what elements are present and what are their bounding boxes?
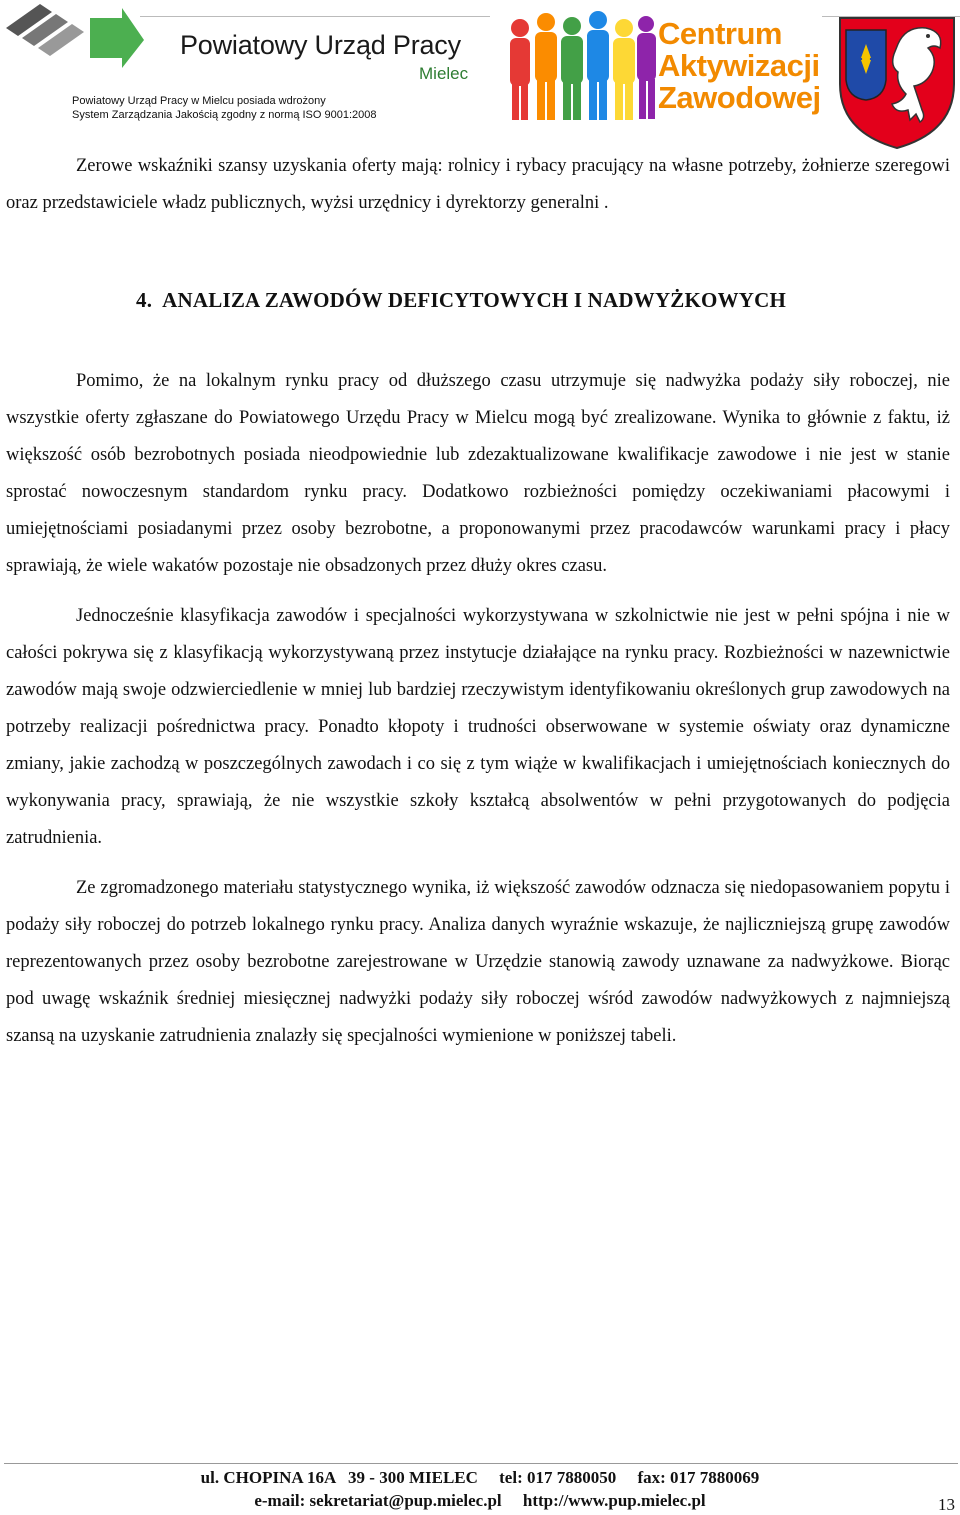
- centrum-line-3: Zawodowej: [658, 80, 821, 115]
- centrum-line-1: Centrum: [658, 16, 782, 51]
- footer-address: ul. CHOPINA 16A 39 - 300 MIELEC tel: 017 7880050 fax: 017 7880069: [200, 1468, 760, 1487]
- centrum-line-2: Aktywizacji: [658, 48, 820, 83]
- coat-of-arms-icon: [836, 14, 958, 150]
- intro-paragraph: Zerowe wskaźniki szansy uzyskania oferty mają: rolnicy i rybacy pracujący na własne potrzeby, żołnierze szeregowi oraz przedstawiciele władz publicznych, wyżsi urzędnicy i dyrektorzy generalni .: [6, 156, 950, 213]
- page-footer: [0, 1466, 960, 1512]
- page-number: 13: [938, 1495, 955, 1514]
- page-header: [0, 0, 960, 150]
- iso-statement: [72, 94, 377, 122]
- footer-contact: e-mail: sekretariat@pup.mielec.pl http://www.pup.mielec.pl: [254, 1491, 706, 1510]
- paragraph-2: Jednocześnie klasyfikacja zawodów i specjalności wykorzystywana w szkolnictwie nie jest w pełni spójna i nie w całości pokrywa się z klasyfikacją wykorzystywaną przez instytucje działające na rynku pracy. Rozbieżności w nazewnictwie zawodów mają swoje odzwierciedlenie w mniej lub bardziej rzeczywistym identyfikowaniu określonych grup zawodowych na potrzeby realizacji pośrednictwa pracy. Ponadto kłopoty i trudności obserwowane w systemie oświaty oraz dynamiczne zmiany, jakie zachodzą w poszczególnych zawodach i co się z tym wiąże w kwalifikacjach i umiejętnościach koniecznych do wykonywania pracy, sprawiają, że nie wszystkie szkoły kształcą absolwentów w pełni przygotowanych do podjęcia zatrudnienia.: [6, 606, 950, 848]
- centrum-logo-text: [658, 18, 821, 114]
- spacer: [6, 222, 950, 282]
- spacer: [6, 585, 950, 598]
- people-silhouettes-icon: [500, 6, 660, 124]
- spacer: [6, 319, 950, 363]
- header-rule: [140, 16, 490, 17]
- section-number: 4.: [136, 288, 153, 312]
- office-city: Mielec: [419, 64, 469, 83]
- paragraph-3: Ze zgromadzonego materiału statystycznego wynika, iż większość zawodów odznacza się niedopasowaniem popytu i podaży siły roboczej do potrzeb lokalnego rynku pracy. Analiza danych wyraźnie wskazuje, że najliczniejszą grupę zawodów reprezentowanych przez osoby bezrobotne zarejestrowane w Urzędzie stanowią zawody uznawane za nadwyżkowe. Biorąc pod uwagę wskaźnik średniej miesięcznej nadwyżki podaży siły roboczej wśród zawodów nadwyżkowych z najmniejszą szansą na uzyskanie zatrudnienia znalazły się specjalności wymienione w poniższej tabeli.: [6, 878, 950, 1046]
- section-heading: [6, 282, 950, 319]
- iso-line-1: Powiatowy Urząd Pracy w Mielcu posiada wdrożony: [72, 95, 326, 107]
- iso-line-2: System Zarządzania Jakością zgodny z normą ISO 9001:2008: [72, 109, 377, 121]
- spacer: [6, 857, 950, 870]
- office-name: Powiatowy Urząd Pracy: [180, 30, 461, 60]
- section-title: ANALIZA ZAWODÓW DEFICYTOWYCH I NADWYŻKOWYCH: [162, 288, 787, 312]
- document-body: [6, 148, 950, 1055]
- pup-logo-icon: [4, 0, 144, 70]
- footer-rule: [4, 1463, 958, 1464]
- paragraph-1: Pomimo, że na lokalnym rynku pracy od dłuższego czasu utrzymuje się nadwyżka podaży siły roboczej, nie wszystkie oferty zgłaszane do Powiatowego Urzędu Pracy w Mielcu mogą być zrealizowane. Wynika to głównie z faktu, iż większość osób bezrobotnych posiada nieodpowiednie lub zdezaktualizowane kwalifikacje zawodowe i nie jest w stanie sprostać nowoczesnym standardom rynku pracy. Dodatkowo rozbieżności pomiędzy oczekiwaniami płacowymi i umiejętnościami posiadanymi przez osoby bezrobotne, a proponowanymi przez pracodawców warunkami pracy i płacy sprawiają, że wiele wakatów pozostaje nie obsadzonych przez dłuży okres czasu.: [6, 371, 950, 576]
